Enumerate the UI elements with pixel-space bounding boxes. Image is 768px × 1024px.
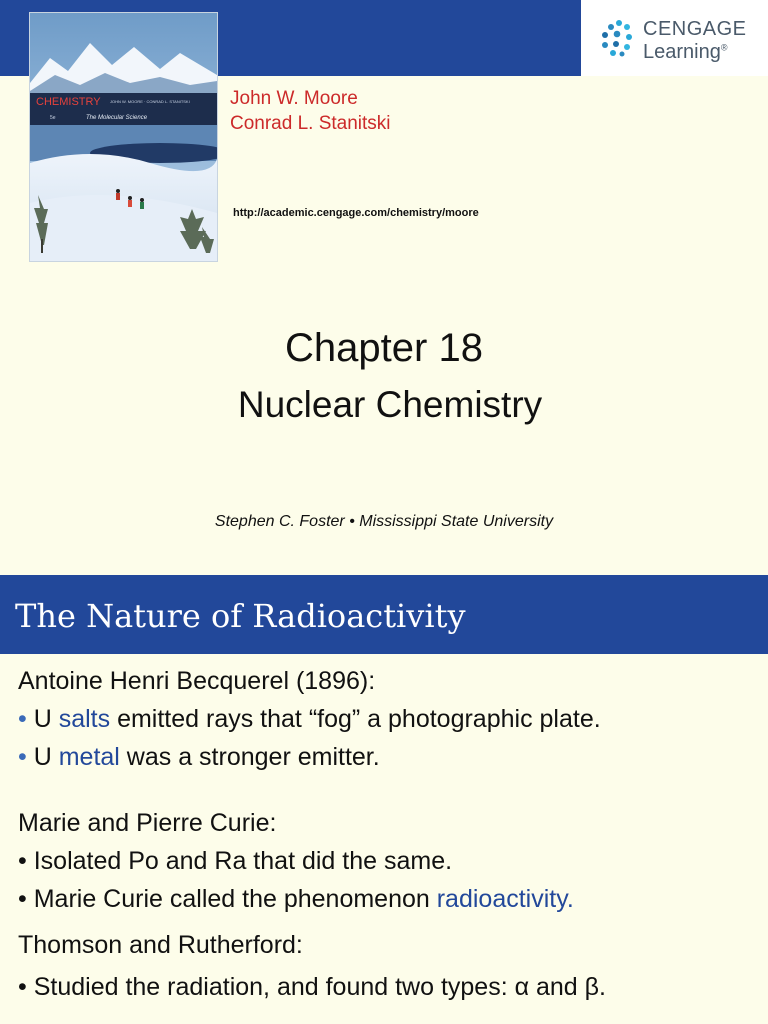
slide-title-bar bbox=[0, 575, 768, 654]
cover-title: CHEMISTRY bbox=[36, 96, 101, 108]
key-term: metal bbox=[58, 743, 120, 771]
bullet: • bbox=[18, 973, 27, 1001]
chapter-number: Chapter 18 bbox=[285, 326, 483, 370]
cover-authors: JOHN W. MOORE · CONRAD L. STANITSKI bbox=[110, 99, 190, 104]
slide-body bbox=[18, 666, 606, 1010]
content-slide bbox=[0, 575, 768, 1024]
cover-subtitle: The Molecular Science bbox=[86, 115, 148, 121]
key-term: radioactivity. bbox=[436, 885, 574, 913]
list-item: • Studied the radiation, and found two types: α and β. bbox=[18, 973, 606, 1001]
bullet: • bbox=[18, 705, 27, 733]
section-heading: Antoine Henri Becquerel (1896): bbox=[18, 667, 376, 695]
slide-title: The Nature of Radioactivity bbox=[15, 597, 466, 635]
bullet: • bbox=[18, 885, 27, 913]
book-cover-image bbox=[29, 12, 218, 262]
companion-site-url[interactable]: http://academic.cengage.com/chemistry/moore bbox=[233, 207, 479, 219]
section-heading: Marie and Pierre Curie: bbox=[18, 809, 277, 837]
list-item: • Marie Curie called the phenomenon radioactivity. bbox=[18, 885, 574, 913]
author-2: Conrad L. Stanitski bbox=[230, 113, 391, 134]
list-item: • U metal was a stronger emitter. bbox=[18, 743, 380, 771]
book-authors bbox=[230, 86, 391, 136]
list-item: • U salts emitted rays that “fog” a photographic plate. bbox=[18, 705, 601, 733]
cengage-logo bbox=[581, 0, 768, 76]
section-heading: Thomson and Rutherford: bbox=[18, 931, 303, 959]
cover-edition: 5e bbox=[50, 115, 56, 121]
key-term: salts bbox=[58, 705, 111, 733]
bullet: • bbox=[18, 743, 27, 771]
logo-sub-text: Learning® bbox=[643, 41, 728, 63]
chapter-title: Nuclear Chemistry bbox=[237, 384, 543, 425]
logo-brand-text: CENGAGE bbox=[643, 18, 747, 40]
cengage-dots-icon bbox=[597, 18, 637, 58]
author-1: John W. Moore bbox=[230, 88, 358, 109]
list-item: • Isolated Po and Ra that did the same. bbox=[18, 847, 453, 875]
bullet: • bbox=[18, 847, 27, 875]
book-cover-illustration bbox=[30, 13, 217, 261]
presenter-credit: Stephen C. Foster • Mississippi State University bbox=[214, 513, 554, 530]
